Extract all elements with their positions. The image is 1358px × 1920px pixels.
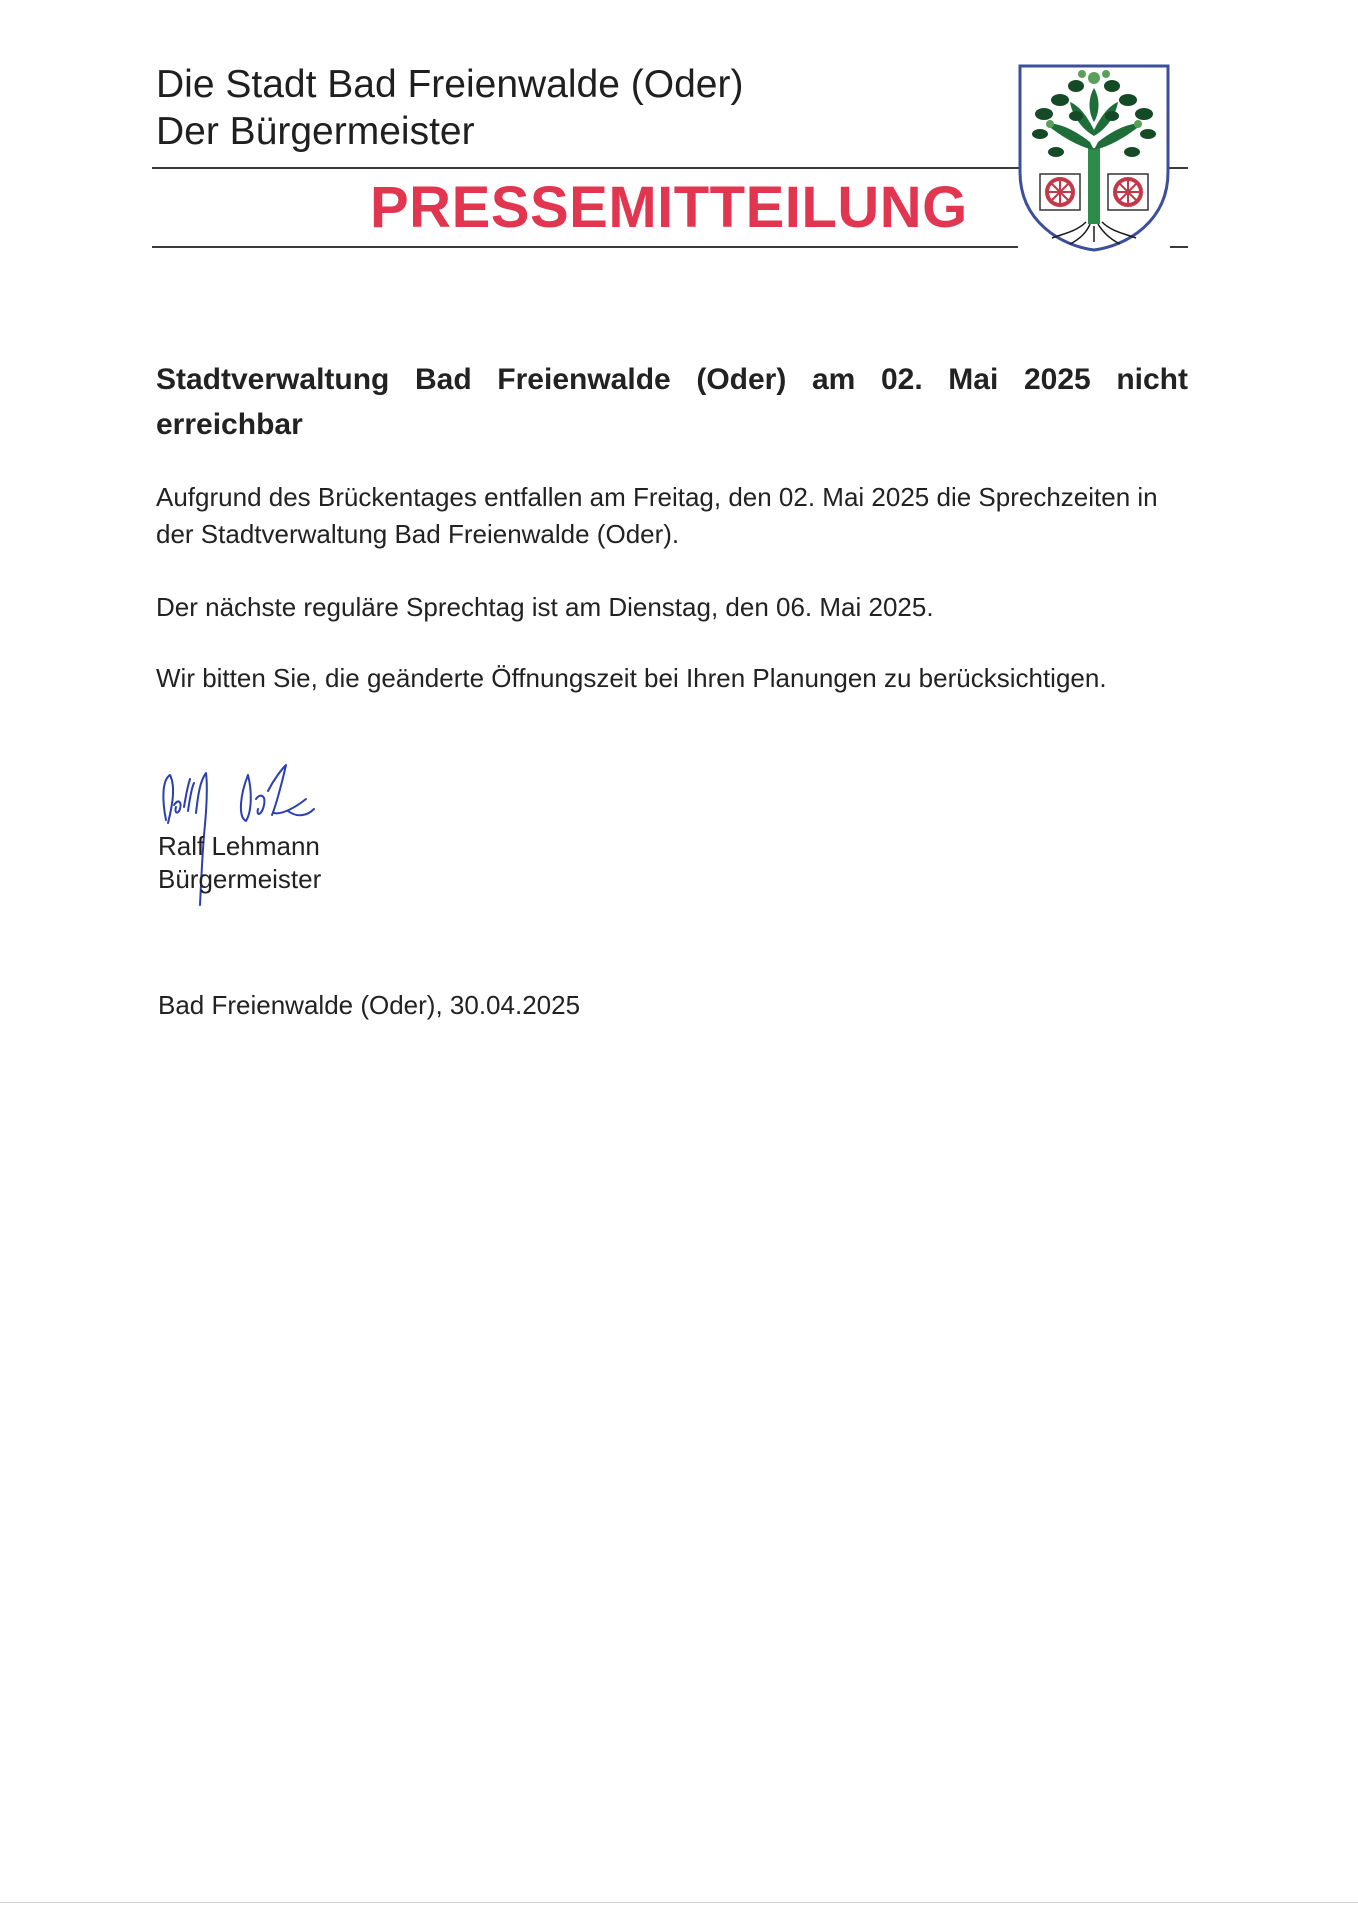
- body-paragraph-1: Aufgrund des Brückentages entfallen am Freitag, den 02. Mai 2025 die Sprechzeiten in der Stadtverwaltung Bad Freienwalde (Oder).: [156, 482, 1158, 549]
- signatory-name: Ralf Lehmann: [158, 831, 320, 861]
- page-bottom-edge: [0, 1902, 1358, 1903]
- headline: Stadtverwaltung Bad Freienwalde (Oder) am 02. Mai 2025 nicht erreichbar: [156, 363, 1188, 441]
- place-and-date: Bad Freienwalde (Oder), 30.04.2025: [158, 990, 581, 1020]
- coat-of-arms-oak-tree-icon: [1016, 62, 1172, 252]
- header-divider-bottom: [152, 246, 1018, 248]
- signatory-title: Bürgermeister: [158, 864, 322, 894]
- mayor-office-line: Der Bürgermeister: [156, 110, 475, 153]
- header-divider-tick: [1170, 246, 1188, 248]
- body-paragraph-3: Wir bitten Sie, die geänderte Öffnungszeit bei Ihren Planungen zu berücksichtigen.: [156, 663, 1107, 693]
- city-name-line: Die Stadt Bad Freienwalde (Oder): [156, 63, 744, 106]
- body-paragraph-2: Der nächste reguläre Sprechtag ist am Dienstag, den 06. Mai 2025.: [156, 592, 934, 622]
- press-release-title: PRESSEMITTEILUNG: [370, 175, 968, 240]
